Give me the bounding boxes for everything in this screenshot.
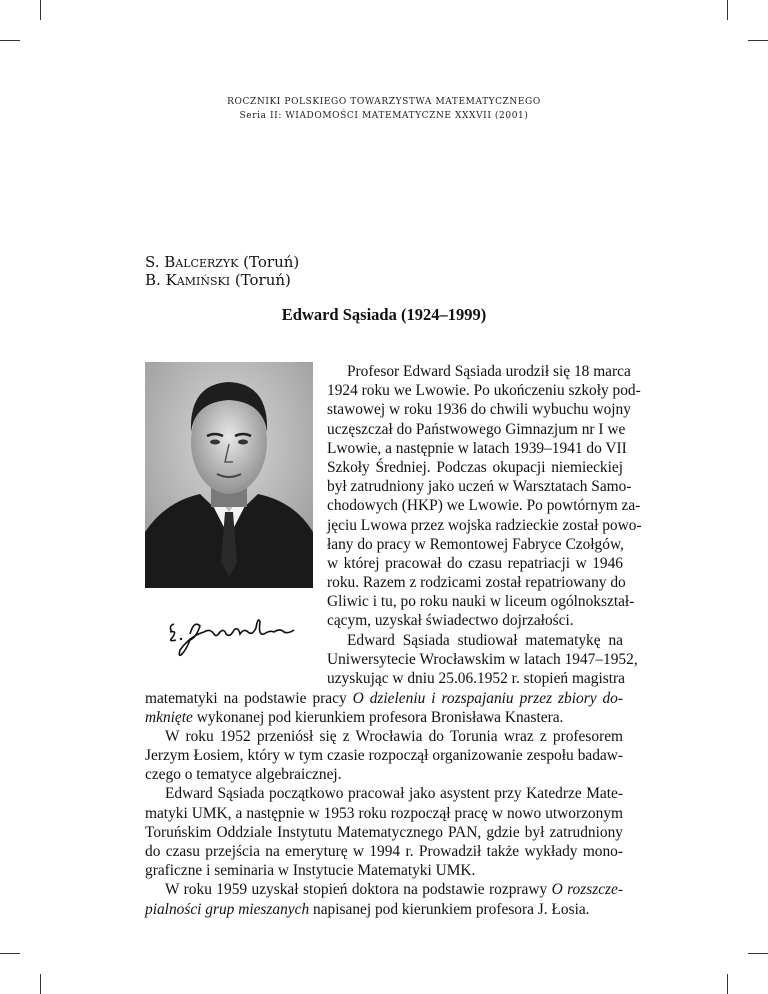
text-line: matematyki na podstawie pracy O dzieleniu i rozspajaniu przez zbiory do- — [145, 689, 624, 707]
text-line: Profesor Edward Sąsiada urodził się 18 marca — [347, 363, 631, 380]
text-line: Edward Sąsiada początkowo pracował jako asystent przy Katedrze Mate- — [165, 785, 623, 803]
author-line: B. Kamiński (Toruń) — [145, 271, 291, 289]
text-line: roku. Razem z rodzicami został repatriowany do — [327, 574, 626, 592]
portrait-photo — [145, 362, 313, 588]
text-line: mknięte wykonanej pod kierunkiem profesora Bronisława Knastera. — [145, 708, 564, 726]
text-line: Edward Sąsiada studiował matematykę na — [347, 631, 623, 649]
text-line: graficzne i seminaria w Instytucie Matematyki UMK. — [145, 862, 476, 880]
text-line: był zatrudniony jako uczeń w Warsztatach Samo- — [327, 478, 632, 496]
paragraph-biography — [327, 362, 642, 688]
text-line: Lwowie, a następnie w latach 1939–1941 do VII — [327, 439, 627, 457]
text-line: w której pracował do czasu repatriacji w 1946 — [327, 554, 623, 572]
text-line: chodowych (HKP) we Lwowie. Po powtórnym za- — [327, 497, 641, 515]
text-line: uzyskując w dniu 25.06.1952 r. stopień magistra — [327, 670, 625, 687]
text-line: jęciu Lwowa przez wojska radzieckie został powo- — [327, 516, 642, 534]
signature-image — [160, 602, 310, 662]
paragraph-fullwidth — [145, 689, 623, 919]
crop-mark — [40, 974, 41, 994]
text-line: Gliwic i tu, po roku nauki w liceum ogólnokształ- — [327, 593, 635, 611]
text-line: łany do pracy w Remontowej Fabryce Czołgów, — [327, 535, 624, 553]
text-line: uczęszczał do Państwowego Gimnazjum nr I we — [327, 420, 626, 438]
text-line: pialności grup mieszanych napisanej pod kierunkiem profesora J. Łosia. — [145, 900, 590, 918]
text-line: Uniwersytecie Wrocławskim w latach 1947–1952, — [327, 650, 638, 668]
text-line: Toruńskim Oddziale Instytutu Matematycznego PAN, gdzie był zatrudniony — [145, 823, 623, 841]
text-line: 1924 roku we Lwowie. Po ukończeniu szkoły pod- — [327, 382, 641, 400]
crop-mark — [40, 0, 41, 20]
text-line: do czasu przejścia na emeryturę w 1994 r. Prowadził także wykłady mono- — [145, 843, 623, 860]
crop-mark — [748, 40, 768, 41]
text-line: cącym, uzyskał świadectwo dojrzałości. — [327, 612, 574, 630]
text-line: W roku 1952 przeniósł się z Wrocławia do Torunia wraz z profesorem — [165, 727, 623, 745]
text-line: W roku 1959 uzyskał stopień doktora na podstawie rozprawy O rozszcze- — [165, 881, 623, 899]
author-line: S. Balcerzyk (Toruń) — [145, 253, 300, 271]
crop-mark — [0, 40, 20, 41]
text-line: Szkoły Średniej. Podczas okupacji niemieckiej — [327, 458, 623, 476]
crop-mark — [748, 953, 768, 954]
article-title: Edward Sąsiada (1924–1999) — [281, 305, 487, 324]
text-line: stawowej w roku 1936 do chwili wybuchu wojny — [327, 401, 631, 419]
text-line: Jerzym Łosiem, który w tym czasie rozpoczął organizowanie zespołu badaw- — [145, 747, 623, 765]
crop-mark — [727, 974, 728, 994]
journal-header: ROCZNIKI POLSKIEGO TOWARZYSTWA MATEMATYCZNEGO — [227, 97, 541, 107]
crop-mark — [0, 953, 20, 954]
crop-mark — [727, 0, 728, 20]
authors — [145, 253, 299, 289]
text-line: czego o tematyce algebraicznej. — [145, 766, 342, 784]
text-line: matyki UMK, a następnie w 1953 roku rozpoczął pracę w nowo utworzonym — [145, 804, 623, 822]
journal-series: Seria II: WIADOMOŚCI MATEMATYCZNE XXXVII (2001) — [239, 111, 529, 121]
